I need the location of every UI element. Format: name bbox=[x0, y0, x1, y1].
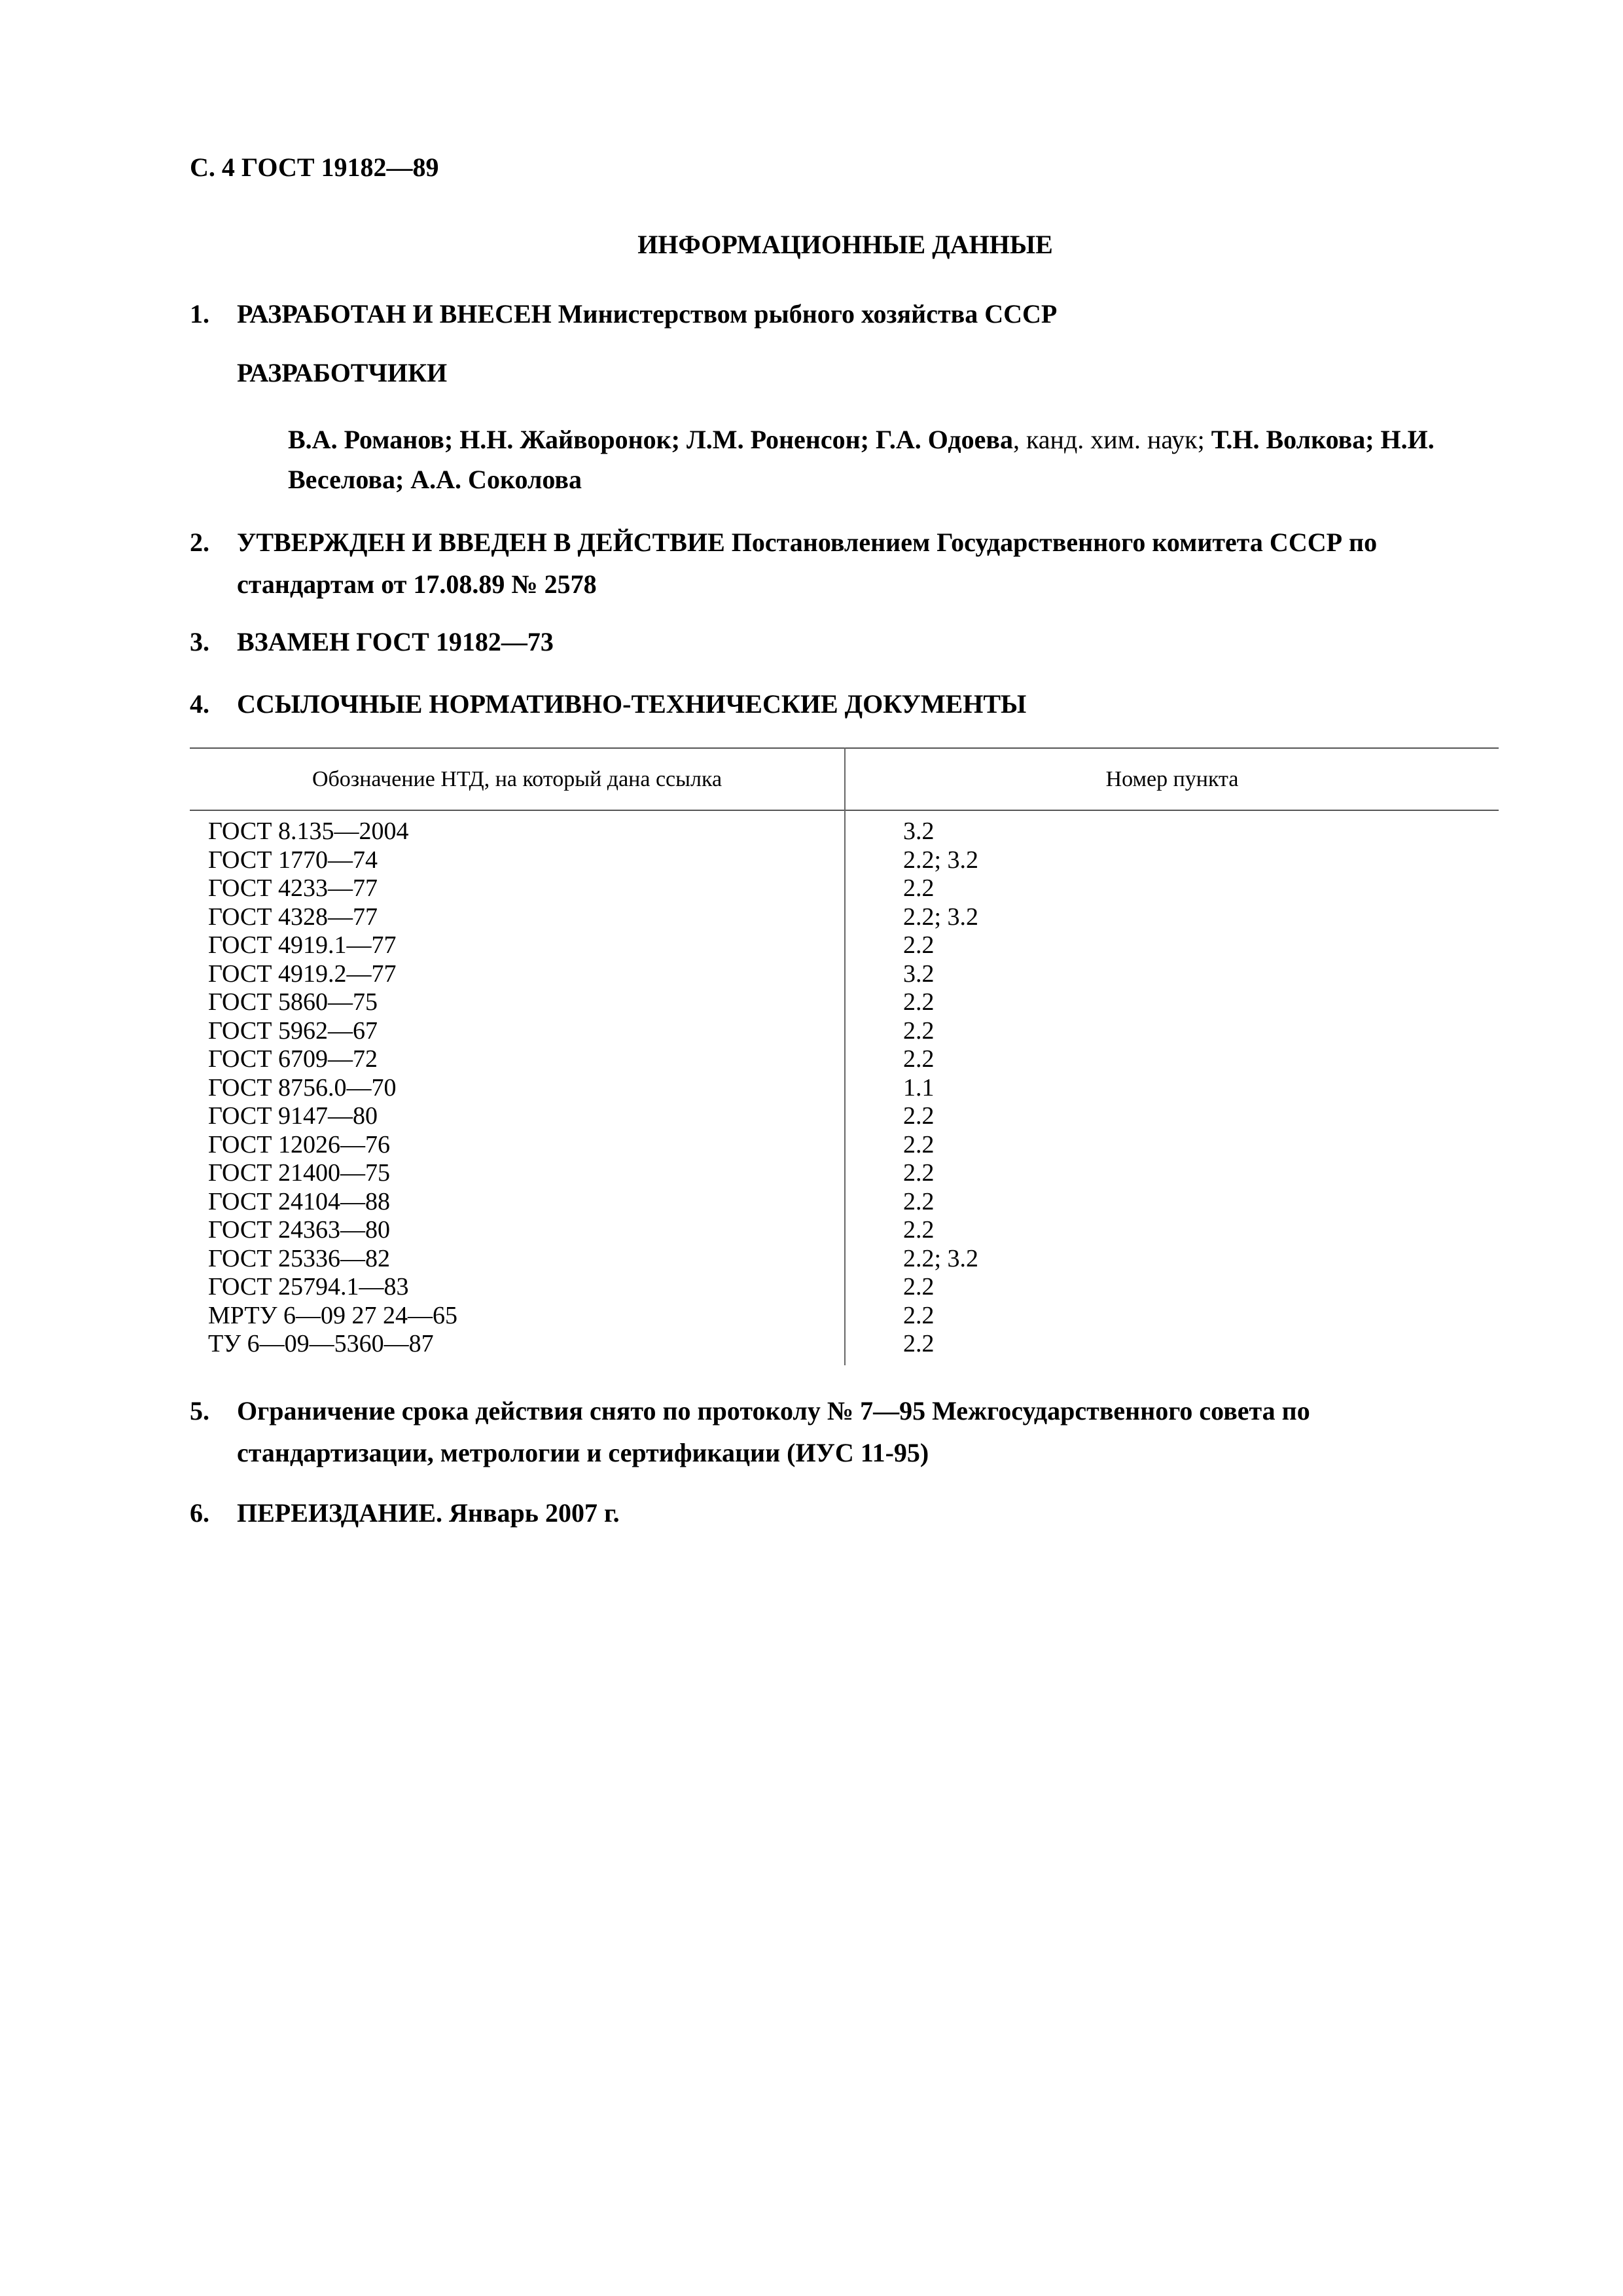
table-cell-document: ГОСТ 9147—80 bbox=[208, 1102, 378, 1130]
table-cell-document: ГОСТ 4919.1—77 bbox=[208, 931, 397, 959]
section-6 bbox=[190, 1492, 1499, 1534]
developers-list bbox=[288, 420, 1499, 499]
section-1 bbox=[190, 293, 1499, 335]
section-text: ВЗАМЕН ГОСТ 19182—73 bbox=[237, 627, 554, 656]
table-cell-clause: 2.2; 3.2 bbox=[903, 846, 979, 874]
section-text: ПЕРЕИЗДАНИЕ. Январь 2007 г. bbox=[237, 1498, 620, 1528]
section-number: 4. bbox=[190, 689, 209, 719]
section-3 bbox=[190, 621, 1499, 663]
table-cell-document: МРТУ 6—09 27 24—65 bbox=[208, 1301, 458, 1329]
table-cell-document: ГОСТ 12026—76 bbox=[208, 1130, 390, 1158]
section-number: 3. bbox=[190, 627, 209, 656]
table-column-divider bbox=[844, 747, 846, 1365]
table-cell-clause: 3.2 bbox=[903, 960, 935, 988]
table-cell-clause: 2.2 bbox=[903, 1301, 935, 1329]
section-text: Министерством рыбного хозяйства СССР bbox=[558, 299, 1058, 329]
table-cell-clause: 2.2 bbox=[903, 1159, 935, 1187]
table-cell-clause: 2.2 bbox=[903, 931, 935, 959]
section-number: 1. bbox=[190, 299, 209, 329]
table-header-clause: Номер пункта bbox=[1105, 767, 1239, 791]
developers-names-1: В.А. Романов; Н.Н. Жайворонок; Л.М. Роненсон; Г.А. Одоева bbox=[288, 425, 1013, 454]
reference-table bbox=[190, 747, 1499, 1365]
section-label: УТВЕРЖДЕН И ВВЕДЕН В ДЕЙСТВИЕ bbox=[237, 528, 725, 557]
table-cell-document: ГОСТ 8.135—2004 bbox=[208, 817, 409, 845]
page-header: С. 4 ГОСТ 19182—89 bbox=[190, 152, 439, 182]
developers-degree: , канд. хим. наук; bbox=[1012, 425, 1211, 454]
table-cell-document: ГОСТ 25794.1—83 bbox=[208, 1273, 409, 1300]
developers-heading: РАЗРАБОТЧИКИ bbox=[237, 358, 448, 387]
document-column bbox=[208, 817, 457, 1359]
table-cell-clause: 3.2 bbox=[903, 817, 935, 845]
section-text: Ограничение срока действия снято по протоколу № 7—95 Межгосударственного совета по стандартизации, метрологии и сертификации (ИУС 11-95) bbox=[237, 1396, 1310, 1467]
table-cell-document: ГОСТ 5962—67 bbox=[208, 1016, 378, 1045]
section-text: Постановлением Государственного комитета СССР по стандартам от 17.08.89 № 2578 bbox=[237, 528, 1378, 599]
table-cell-clause: 2.2 bbox=[903, 874, 935, 902]
table-cell-document: ГОСТ 24363—80 bbox=[208, 1216, 390, 1244]
table-cell-document: ГОСТ 25336—82 bbox=[208, 1244, 390, 1272]
table-cell-clause: 2.2; 3.2 bbox=[903, 903, 979, 931]
table-cell-clause: 2.2 bbox=[903, 1273, 935, 1300]
table-cell-document: ГОСТ 5860—75 bbox=[208, 988, 378, 1016]
table-cell-document: ГОСТ 6709—72 bbox=[208, 1045, 378, 1073]
table-cell-clause: 2.2 bbox=[903, 1330, 935, 1357]
table-cell-document: ТУ 6—09—5360—87 bbox=[208, 1330, 434, 1357]
table-cell-clause: 2.2 bbox=[903, 1216, 935, 1244]
section-label: РАЗРАБОТАН И ВНЕСЕН bbox=[237, 299, 552, 329]
document-title: ИНФОРМАЦИОННЫЕ ДАННЫЕ bbox=[637, 230, 1053, 259]
section-number: 2. bbox=[190, 528, 209, 557]
table-cell-clause: 1.1 bbox=[903, 1073, 935, 1102]
section-number: 5. bbox=[190, 1396, 209, 1426]
table-cell-clause: 2.2 bbox=[903, 1187, 935, 1215]
table-cell-clause: 2.2 bbox=[903, 1045, 935, 1073]
table-cell-document: ГОСТ 4233—77 bbox=[208, 874, 378, 902]
clause-column bbox=[903, 817, 978, 1359]
table-cell-clause: 2.2 bbox=[903, 1016, 935, 1045]
table-cell-document: ГОСТ 1770—74 bbox=[208, 846, 378, 874]
table-cell-clause: 2.2; 3.2 bbox=[903, 1244, 979, 1272]
table-cell-clause: 2.2 bbox=[903, 988, 935, 1016]
section-5 bbox=[190, 1390, 1499, 1474]
developers-names-2: Т.Н. Волкова; Н.И. Веселова; А.А. Соколова bbox=[288, 425, 1435, 494]
table-cell-document: ГОСТ 8756.0—70 bbox=[208, 1073, 397, 1102]
table-cell-document: ГОСТ 24104—88 bbox=[208, 1187, 390, 1215]
table-cell-document: ГОСТ 4328—77 bbox=[208, 903, 378, 931]
section-4 bbox=[190, 683, 1499, 725]
section-2 bbox=[190, 522, 1499, 605]
table-cell-document: ГОСТ 21400—75 bbox=[208, 1159, 390, 1187]
table-cell-clause: 2.2 bbox=[903, 1130, 935, 1158]
section-number: 6. bbox=[190, 1498, 209, 1528]
section-text: ССЫЛОЧНЫЕ НОРМАТИВНО-ТЕХНИЧЕСКИЕ ДОКУМЕНТЫ bbox=[237, 689, 1027, 719]
table-header-document: Обозначение НТД, на который дана ссылка bbox=[312, 767, 722, 791]
table-cell-clause: 2.2 bbox=[903, 1102, 935, 1130]
table-cell-document: ГОСТ 4919.2—77 bbox=[208, 960, 397, 988]
